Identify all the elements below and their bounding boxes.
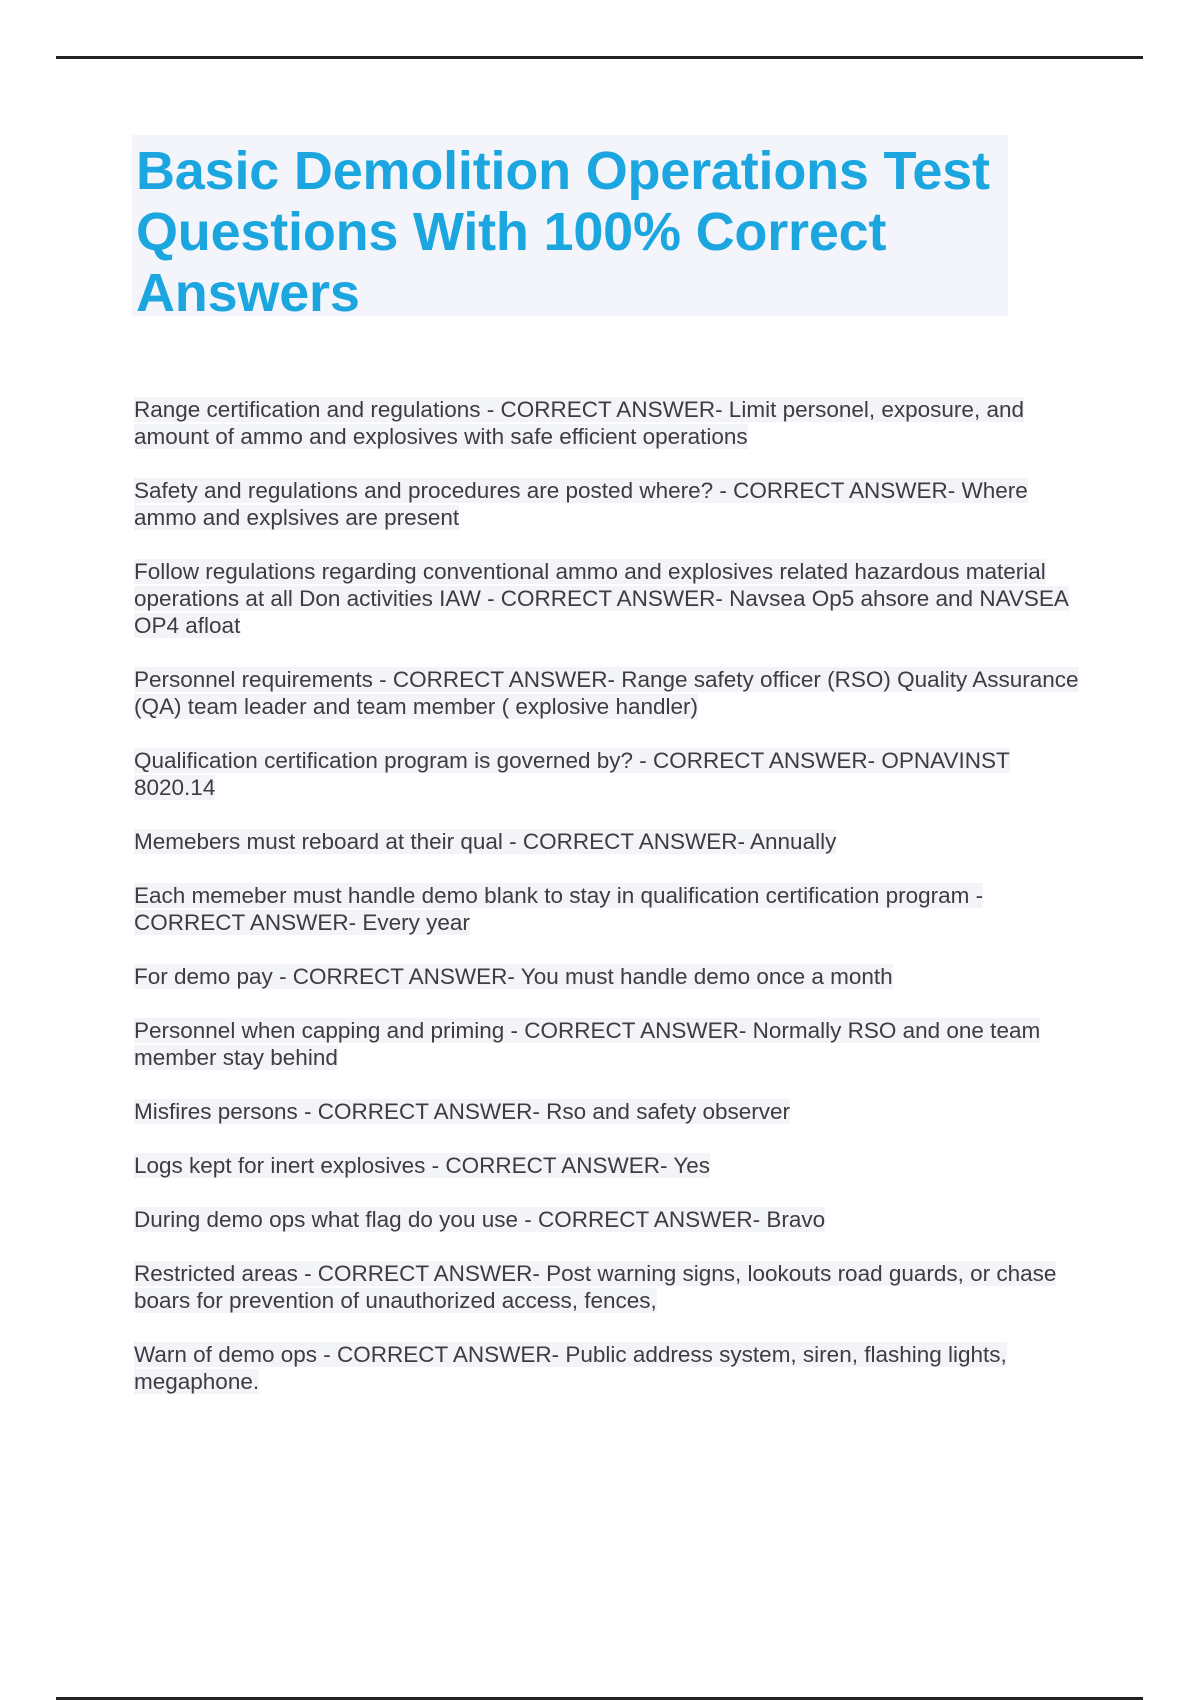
qa-item [134, 1152, 1094, 1179]
qa-text: Follow regulations regarding conventional ammo and explosives related hazardous material operations at all Don activities IAW - CORRECT ANSWER- Navsea Op5 ahsore and NAVSEA OP4 afloat [134, 559, 1069, 638]
qa-item [134, 1260, 1094, 1314]
qa-item [134, 963, 1094, 990]
qa-item [134, 882, 1094, 936]
qa-text: Range certification and regulations - CORRECT ANSWER- Limit personel, exposure, and amount of ammo and explosives with safe efficient operations [134, 397, 1024, 449]
qa-item [134, 747, 1094, 801]
qa-item [134, 1341, 1094, 1395]
qa-item [134, 666, 1094, 720]
qa-text: Restricted areas - CORRECT ANSWER- Post warning signs, lookouts road guards, or chase boars for prevention of unauthorized access, fences, [134, 1261, 1057, 1313]
qa-item [134, 396, 1094, 450]
qa-text: Personnel requirements - CORRECT ANSWER- Range safety officer (RSO) Quality Assurance (QA) team leader and team member ( explosive handler) [134, 667, 1079, 719]
qa-item [134, 558, 1094, 639]
qa-text: Memebers must reboard at their qual - CORRECT ANSWER- Annually [134, 829, 837, 854]
qa-text: Warn of demo ops - CORRECT ANSWER- Public address system, siren, flashing lights, megaphone. [134, 1342, 1007, 1394]
qa-text: Misfires persons - CORRECT ANSWER- Rso and safety observer [134, 1099, 791, 1124]
header-rule [56, 56, 1143, 59]
document-title: Basic Demolition Operations Test Questions With 100% Correct Answers [136, 141, 990, 323]
qa-item [134, 1098, 1094, 1125]
qa-item [134, 1017, 1094, 1071]
qa-text: Personnel when capping and priming - CORRECT ANSWER- Normally RSO and one team member stay behind [134, 1018, 1041, 1070]
qa-text: Qualification certification program is governed by? - CORRECT ANSWER- OPNAVINST 8020.14 [134, 748, 1010, 800]
qa-text: Safety and regulations and procedures are posted where? - CORRECT ANSWER- Where ammo and explsives are present [134, 478, 1028, 530]
title-block [132, 135, 1008, 323]
qa-text: For demo pay - CORRECT ANSWER- You must handle demo once a month [134, 964, 893, 989]
qa-text: Each memeber must handle demo blank to stay in qualification certification program - CORRECT ANSWER- Every year [134, 883, 984, 935]
qa-item [134, 477, 1094, 531]
qa-text: Logs kept for inert explosives - CORRECT ANSWER- Yes [134, 1153, 711, 1178]
qa-list [134, 396, 1094, 1422]
qa-text: During demo ops what flag do you use - CORRECT ANSWER- Bravo [134, 1207, 826, 1232]
qa-item [134, 1206, 1094, 1233]
qa-item [134, 828, 1094, 855]
